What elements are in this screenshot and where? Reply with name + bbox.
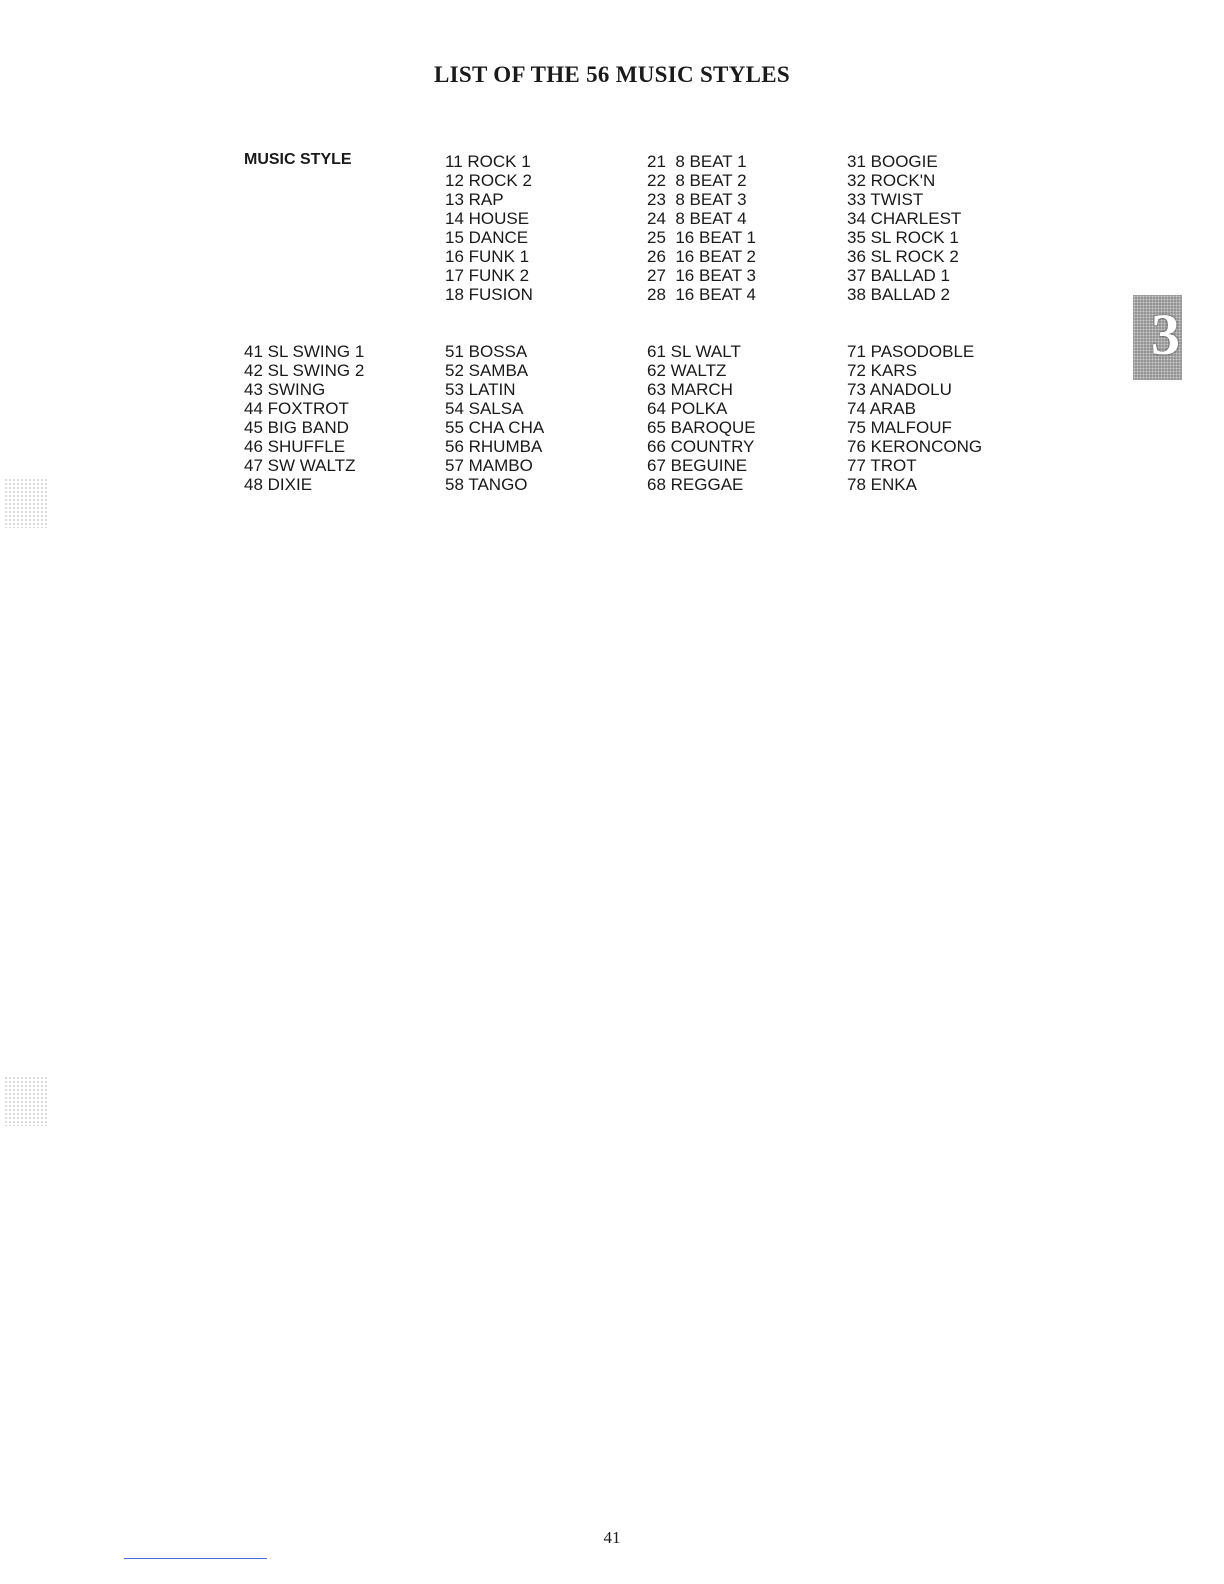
- style-item: 57 MAMBO: [445, 456, 533, 475]
- chapter-tab-marker: [1133, 295, 1182, 380]
- style-item: 77 TROT: [847, 456, 917, 475]
- style-item: 46 SHUFFLE: [244, 437, 346, 456]
- style-item: 21 8 BEAT 1: [647, 152, 747, 171]
- styles-column-50s: [445, 342, 544, 494]
- style-item: 15 DANCE: [445, 228, 529, 247]
- scan-artifact: [4, 1076, 48, 1126]
- style-item: 56 RHUMBA: [445, 437, 543, 456]
- style-item: 78 ENKA: [847, 475, 917, 494]
- style-item: 32 ROCK'N: [847, 171, 936, 190]
- chapter-number: 3: [1151, 302, 1180, 367]
- style-item: 41 SL SWING 1: [244, 342, 365, 361]
- style-item: 61 SL WALT: [647, 342, 741, 361]
- style-item: 62 WALTZ: [647, 361, 727, 380]
- style-item: 16 FUNK 1: [445, 247, 530, 266]
- style-item: 37 BALLAD 1: [847, 266, 951, 285]
- style-item: 14 HOUSE: [445, 209, 530, 228]
- style-item: 26 16 BEAT 2: [647, 247, 756, 266]
- style-item: 74 ARAB: [847, 399, 916, 418]
- style-item: 23 8 BEAT 3: [647, 190, 747, 209]
- style-item: 72 KARS: [847, 361, 917, 380]
- style-item: 44 FOXTROT: [244, 399, 349, 418]
- style-item: 31 BOOGIE: [847, 152, 938, 171]
- style-item: 28 16 BEAT 4: [647, 285, 756, 304]
- footer-line: [124, 1558, 267, 1559]
- style-item: 76 KERONCONG: [847, 437, 983, 456]
- style-item: 33 TWIST: [847, 190, 924, 209]
- style-item: 17 FUNK 2: [445, 266, 530, 285]
- style-item: 71 PASODOBLE: [847, 342, 975, 361]
- style-item: 75 MALFOUF: [847, 418, 952, 437]
- style-item: 66 COUNTRY: [647, 437, 755, 456]
- style-item: 12 ROCK 2: [445, 171, 532, 190]
- style-item: 64 POLKA: [647, 399, 728, 418]
- page-title: LIST OF THE 56 MUSIC STYLES: [434, 62, 790, 87]
- style-item: 52 SAMBA: [445, 361, 529, 380]
- style-item: 13 RAP: [445, 190, 504, 209]
- page-number: 41: [603, 1528, 621, 1547]
- style-item: 68 REGGAE: [647, 475, 744, 494]
- style-item: 43 SWING: [244, 380, 326, 399]
- style-item: 51 BOSSA: [445, 342, 528, 361]
- style-item: 53 LATIN: [445, 380, 516, 399]
- style-item: 45 BIG BAND: [244, 418, 349, 437]
- style-item: 73 ANADOLU: [847, 380, 952, 399]
- style-item: 18 FUSION: [445, 285, 533, 304]
- styles-column-30s: [847, 152, 961, 304]
- style-item: 38 BALLAD 2: [847, 285, 951, 304]
- style-item: 22 8 BEAT 2: [647, 171, 747, 190]
- style-item: 24 8 BEAT 4: [647, 209, 747, 228]
- style-item: 65 BAROQUE: [647, 418, 756, 437]
- style-item: 34 CHARLEST: [847, 209, 962, 228]
- music-style-label: MUSIC STYLE: [244, 151, 352, 168]
- style-item: 58 TANGO: [445, 475, 528, 494]
- style-item: 25 16 BEAT 1: [647, 228, 756, 247]
- style-item: 47 SW WALTZ: [244, 456, 356, 475]
- style-item: 54 SALSA: [445, 399, 524, 418]
- style-item: 55 CHA CHA: [445, 418, 545, 437]
- styles-column-10s: [445, 152, 533, 304]
- style-item: 63 MARCH: [647, 380, 733, 399]
- scan-artifact: [4, 478, 48, 528]
- styles-column-70s: [847, 342, 982, 494]
- style-item: 36 SL ROCK 2: [847, 247, 959, 266]
- styles-column-40s: [244, 342, 364, 494]
- styles-column-60s: [647, 342, 756, 494]
- style-item: 48 DIXIE: [244, 475, 313, 494]
- style-item: 27 16 BEAT 3: [647, 266, 756, 285]
- style-item: 42 SL SWING 2: [244, 361, 365, 380]
- styles-column-20s: [647, 152, 756, 304]
- style-item: 67 BEGUINE: [647, 456, 748, 475]
- style-item: 35 SL ROCK 1: [847, 228, 959, 247]
- style-item: 11 ROCK 1: [445, 152, 531, 171]
